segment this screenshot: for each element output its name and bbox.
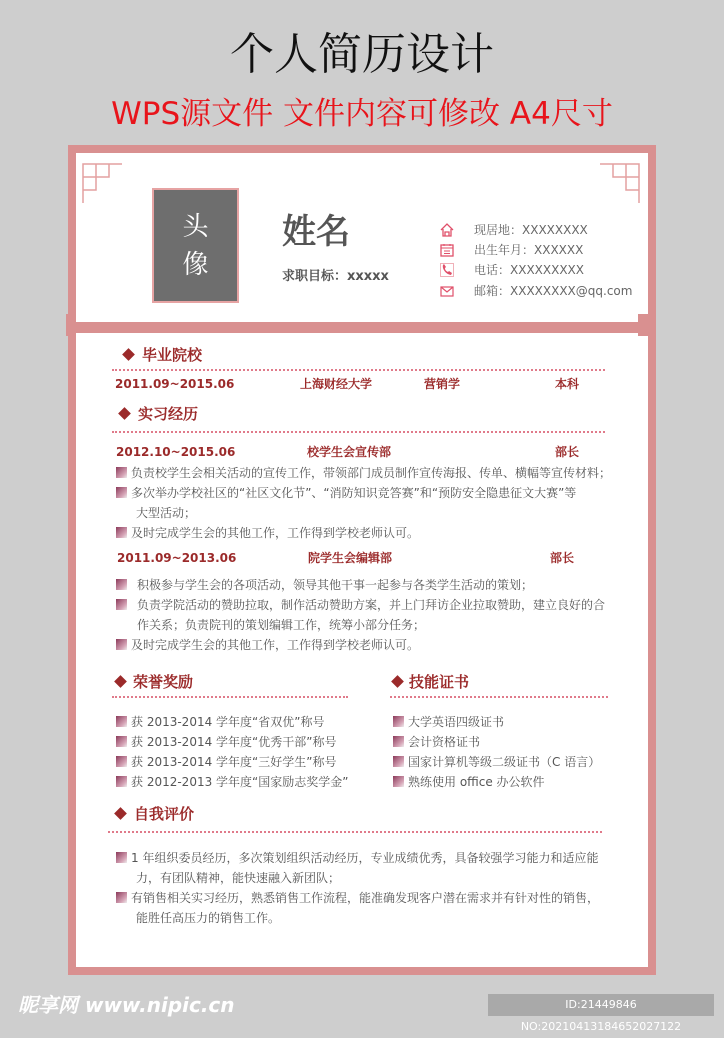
contact-birth: 出生年月：XXXXXX (474, 243, 584, 257)
skill-item: 国家计算机等级二级证书（C 语言） (408, 755, 601, 769)
divider (112, 431, 605, 433)
list-item: 负责学院活动的赞助拉取，制作活动赞助方案，并上门拜访企业拉取赞助，建立良好的合 (137, 598, 606, 612)
divider (390, 696, 608, 698)
bullet-icon (393, 716, 404, 727)
divider-tab-right (638, 314, 648, 336)
self-line-cont: 能胜任高压力的销售工作。 (136, 911, 281, 925)
avatar-placeholder (152, 188, 239, 303)
banner-subtitle: WPS源文件 文件内容可修改 A4尺寸 (111, 96, 613, 132)
banner-title: 个人简历设计 (230, 29, 494, 80)
phone-icon (440, 263, 454, 277)
calendar-icon (440, 243, 454, 257)
contact-phone: 电话：XXXXXXXXX (474, 263, 584, 277)
self-line-cont: 力，有团队精神，能快速融入新团队； (136, 871, 341, 885)
divider (108, 831, 602, 833)
job-role: 部长 (550, 551, 575, 565)
self-line: 1 年组织委员经历，多次策划组织活动经历，专业成绩优秀，具备较强学习能力和适应能 (131, 851, 599, 865)
skill-item: 熟练使用 office 办公软件 (408, 775, 545, 789)
divider (112, 696, 348, 698)
list-item: 及时完成学生会的其他工作，工作得到学校老师认可。 (131, 526, 420, 540)
edu-major: 营销学 (424, 377, 461, 391)
job-date: 2011.09~2013.06 (117, 551, 237, 565)
list-item-cont: 作关系；负责院刊的策划编辑工作，统筹小部分任务； (137, 618, 426, 632)
bullet-icon (116, 527, 127, 538)
bullet-icon (116, 736, 127, 747)
bullet-icon (116, 756, 127, 767)
award-item: 获 2013-2014 学年度“省双优”称号 (131, 715, 325, 729)
edu-date: 2011.09~2015.06 (115, 377, 235, 391)
section-title-awards: 荣誉奖励 (133, 673, 194, 691)
edu-degree: 本科 (555, 377, 580, 391)
award-item: 获 2013-2014 学年度“三好学生”称号 (131, 755, 337, 769)
bullet-icon (116, 716, 127, 727)
list-item: 及时完成学生会的其他工作，工作得到学校老师认可。 (131, 638, 420, 652)
mail-icon (440, 284, 454, 298)
section-title-internship: 实习经历 (138, 405, 199, 423)
name: 姓名 (282, 212, 350, 252)
section-title-education: 毕业院校 (142, 346, 203, 364)
list-item: 积极参与学生会的各项活动，领导其他干事一起参与各类学生活动的策划； (137, 578, 534, 592)
award-item: 获 2012-2013 学年度“国家励志奖学金” (131, 775, 349, 789)
contact-email: 邮箱：XXXXXXXX@qq.com (474, 284, 633, 298)
bullet-icon (116, 639, 127, 650)
corner-ornament-right (600, 163, 640, 203)
list-item: 负责校学生会相关活动的宣传工作，带领部门成员制作宣传海报、传单、横幅等宣传材料； (131, 466, 612, 480)
skill-item: 会计资格证书 (408, 735, 481, 749)
job-dept: 院学生会编辑部 (308, 551, 393, 565)
skill-item: 大学英语四级证书 (408, 715, 505, 729)
bullet-icon (116, 892, 127, 903)
home-icon (440, 223, 454, 237)
contact-address: 现居地：XXXXXXXX (474, 223, 588, 237)
edu-school: 上海财经大学 (300, 377, 373, 391)
bullet-icon (393, 736, 404, 747)
avatar-text-1: 头 (182, 211, 209, 242)
self-line: 有销售相关实习经历，熟悉销售工作流程，能准确发现客户潜在需求并有针对性的销售， (131, 891, 600, 905)
list-item-cont: 大型活动； (136, 506, 197, 520)
divider (112, 369, 605, 371)
section-title-self: 自我评价 (134, 805, 195, 823)
bullet-icon (393, 776, 404, 787)
list-item: 多次举办学校社区的“社区文化节”、“消防知识竞答赛”和“预防安全隐患征文大赛”等 (131, 486, 577, 500)
job-goal: 求职目标：xxxxx (282, 269, 389, 284)
bullet-icon (393, 756, 404, 767)
watermark-logo: 昵享网 www.nipic.cn (18, 993, 235, 1017)
award-item: 获 2013-2014 学年度“优秀干部”称号 (131, 735, 337, 749)
job-dept: 校学生会宣传部 (307, 445, 392, 459)
bullet-icon (116, 599, 127, 610)
watermark-id: ID:21449846 NO:20210413184652027122 (488, 994, 714, 1016)
bullet-icon (116, 467, 127, 478)
avatar-text-2: 像 (182, 249, 209, 280)
section-title-skills: 技能证书 (409, 673, 470, 691)
bullet-icon (116, 579, 127, 590)
bullet-icon (116, 852, 127, 863)
job-date: 2012.10~2015.06 (116, 445, 236, 459)
bullet-icon (116, 776, 127, 787)
divider-tab-left (66, 314, 76, 336)
bullet-icon (116, 487, 127, 498)
corner-ornament-left (82, 163, 122, 203)
job-role: 部长 (555, 445, 580, 459)
